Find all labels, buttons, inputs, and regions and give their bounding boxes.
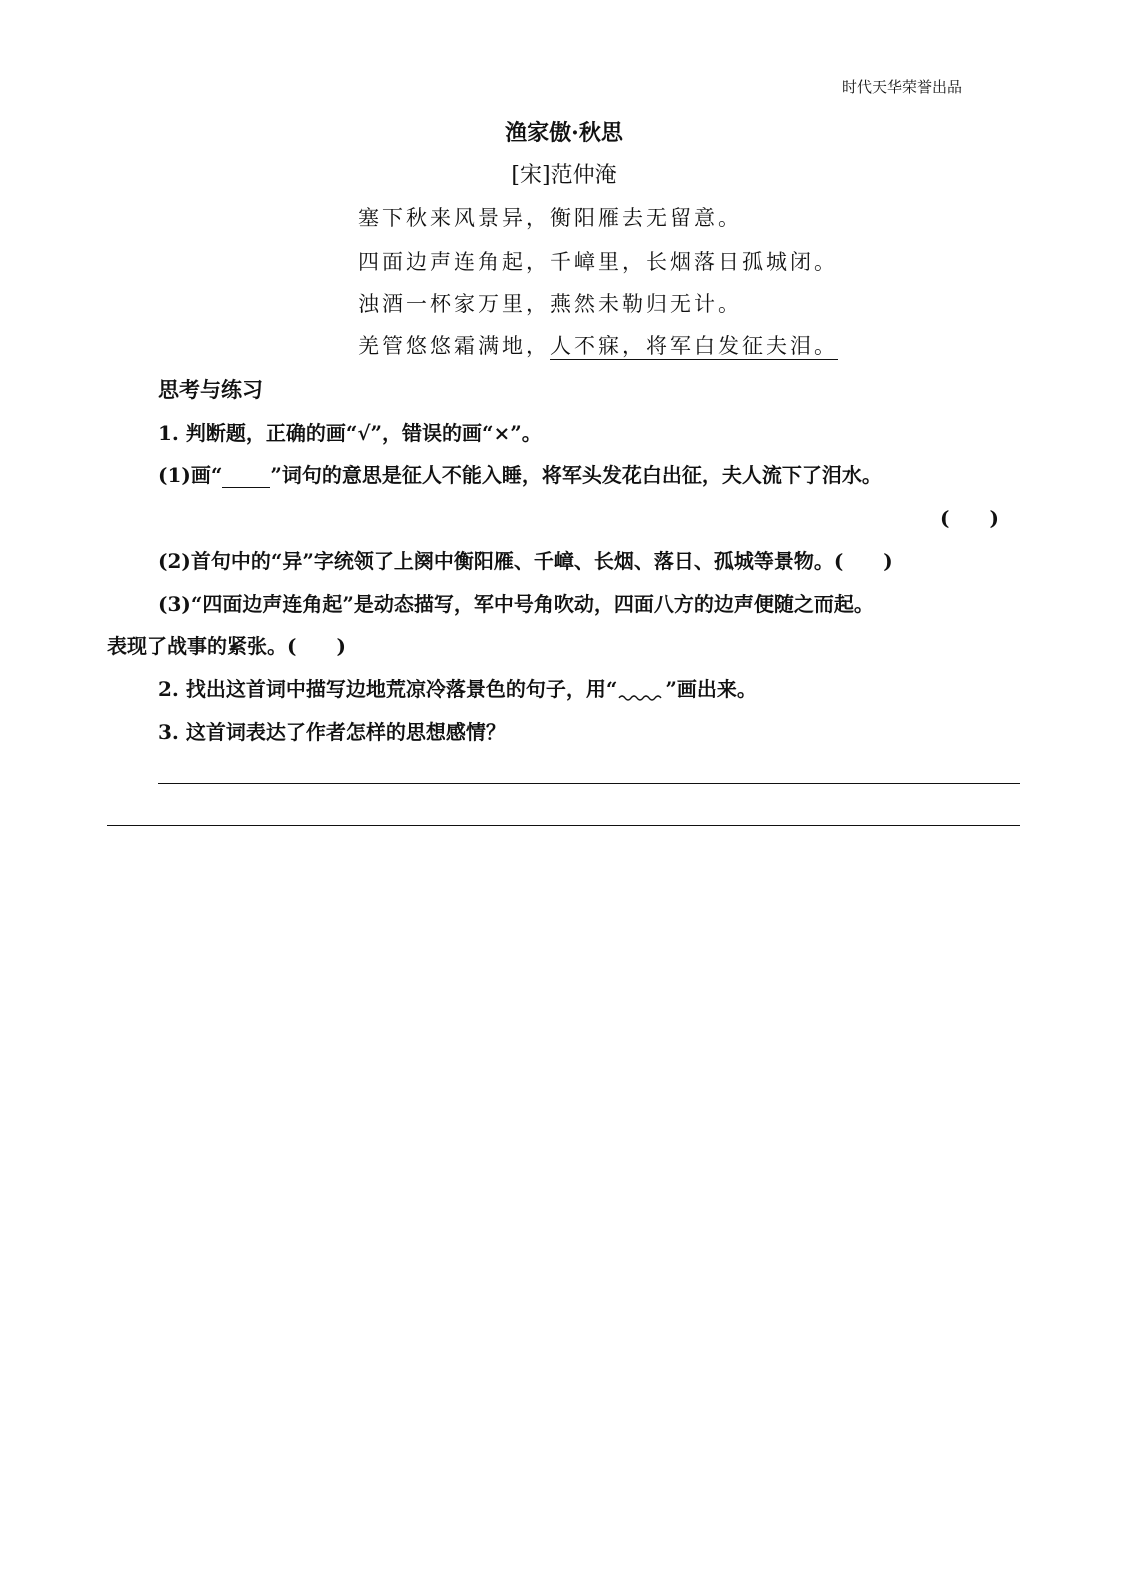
poem-line-2: 四面边声连角起，千嶂里，长烟落日孤城闭。 [358, 250, 838, 274]
underline-blank-sample [222, 467, 270, 488]
header-brand: 时代天华荣誉出品 [842, 78, 963, 96]
wavy-underline-sample [617, 680, 665, 702]
poem-line-4-underlined: 人不寐，将军白发征夫泪。 [550, 334, 838, 358]
poem-author: [宋]范仲淹 [511, 163, 617, 188]
poem-line-3: 浊酒一杯家万里，燕然未勒归无计。 [358, 292, 742, 316]
question-1-3-line-1: (3)“四面边声连角起”是动态描写，军中号角吹动，四面八方的边声便随之而起。 [158, 592, 874, 616]
question-2-after: ”画出来。 [665, 677, 757, 701]
poem-title: 渔家傲·秋思 [505, 120, 623, 146]
question-3: 3. 这首词表达了作者怎样的思想感情？ [158, 720, 506, 744]
question-1-1-after: ”词句的意思是征人不能入睡，将军头发花白出征，夫人流下了泪水。 [270, 463, 882, 487]
answer-line-1[interactable] [158, 783, 1020, 784]
question-1-1-answer-paren[interactable]: ( ) [940, 506, 999, 530]
question-1-3-line-2: 表现了战事的紧张。( ) [107, 634, 346, 658]
question-1-2: (2)首句中的“异”字统领了上阕中衡阳雁、千嶂、长烟、落日、孤城等景物。( ) [158, 549, 893, 573]
poem-line-4 [358, 330, 838, 360]
answer-line-2[interactable] [107, 825, 1020, 826]
exercise-heading: 思考与练习 [158, 377, 263, 402]
question-1-1-before: (1)画“ [158, 463, 223, 487]
poem-line-1: 塞下秋来风景异，衡阳雁去无留意。 [358, 206, 742, 230]
question-1-intro: 1. 判断题，正确的画“√”，错误的画“×”。 [158, 421, 542, 445]
question-1-1 [158, 459, 882, 488]
question-2-before: 2. 找出这首词中描写边地荒凉冷落景色的句子，用“ [158, 677, 618, 701]
question-2 [158, 673, 757, 702]
poem-line-4-prefix: 羌管悠悠霜满地， [358, 334, 550, 358]
